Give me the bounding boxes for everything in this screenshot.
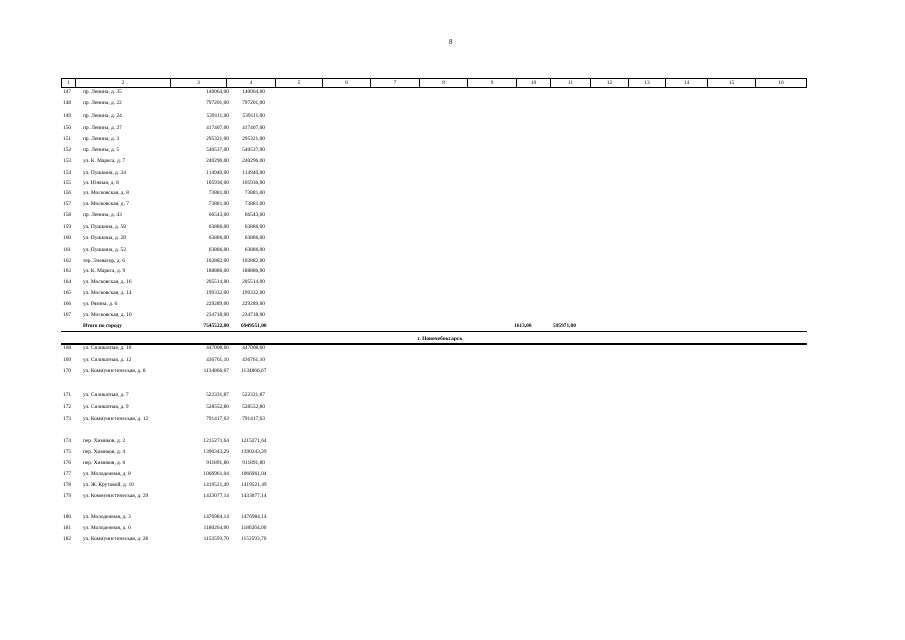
row-address: ул. Московская, д. 10 bbox=[83, 312, 132, 318]
row-col3: 188886,00 bbox=[206, 268, 229, 274]
row-number: 160 bbox=[63, 235, 72, 241]
row-address: ул. Южная, д. 8 bbox=[83, 180, 119, 186]
row-col4: 1134866,67 bbox=[241, 368, 267, 374]
header-col-16: 16 bbox=[755, 79, 807, 87]
header-col-4: 4 bbox=[226, 79, 275, 87]
row-address: ул. Московская, д. 7 bbox=[83, 201, 129, 207]
row-col3: 73881,00 bbox=[208, 201, 229, 207]
header-col-6: 6 bbox=[322, 79, 370, 87]
header-col-3: 3 bbox=[170, 79, 226, 87]
row-address: пр. Ленина, д. 3 bbox=[83, 136, 120, 142]
row-col4: 1476984,14 bbox=[241, 514, 267, 520]
total-col4: 6949551,00 bbox=[241, 323, 267, 329]
row-number: 149 bbox=[63, 113, 72, 119]
row-number: 161 bbox=[63, 247, 72, 253]
row-col3: 911891,80 bbox=[206, 460, 229, 466]
row-col3: 234718,00 bbox=[206, 312, 229, 318]
row-col4: 73881,00 bbox=[244, 201, 265, 207]
row-number: 167 bbox=[63, 312, 72, 318]
total-row-top-rule bbox=[61, 331, 807, 332]
row-col3: 140064,00 bbox=[206, 89, 229, 95]
row-address: ул. Коммунистическая, д. 12 bbox=[83, 416, 149, 422]
row-number: 155 bbox=[63, 180, 72, 186]
row-address: ул. Силикатная, д. 7 bbox=[83, 392, 129, 398]
row-address: тер. Элеватор, д. 6 bbox=[83, 258, 125, 264]
header-col-1: 1 bbox=[61, 79, 75, 87]
table-header-row bbox=[61, 78, 807, 88]
header-col-13: 13 bbox=[628, 79, 665, 87]
header-col-11: 11 bbox=[550, 79, 590, 87]
row-col4: 199332,00 bbox=[242, 290, 265, 296]
row-col3: 539111,00 bbox=[206, 113, 229, 119]
header-col-9: 9 bbox=[467, 79, 516, 87]
row-number: 177 bbox=[63, 471, 72, 477]
row-col4: 240296,00 bbox=[242, 158, 265, 164]
row-address: ул. Ж. Крутовой, д. 10 bbox=[83, 482, 134, 488]
row-number: 179 bbox=[63, 493, 72, 499]
row-col3: 205514,00 bbox=[206, 279, 229, 285]
row-col3: 73881,00 bbox=[208, 190, 229, 196]
header-col-12: 12 bbox=[590, 79, 628, 87]
row-number: 171 bbox=[63, 392, 72, 398]
row-col4: 1180264,00 bbox=[241, 525, 267, 531]
total-col10: 1613,00 bbox=[514, 323, 532, 329]
header-col-5: 5 bbox=[275, 79, 322, 87]
row-col4: 66543,00 bbox=[244, 212, 265, 218]
row-number: 172 bbox=[63, 404, 72, 410]
row-number: 163 bbox=[63, 268, 72, 274]
total-col11: 595971,00 bbox=[553, 323, 576, 329]
row-number: 180 bbox=[63, 514, 72, 520]
row-col3: 1215271,64 bbox=[203, 438, 229, 444]
row-address: ул. Коммунистическая, д. 28 bbox=[83, 536, 149, 542]
row-number: 151 bbox=[63, 136, 72, 142]
row-col3: 105936,00 bbox=[206, 180, 229, 186]
row-address: ул. Коммунистическая, д. 8 bbox=[83, 368, 146, 374]
row-number: 169 bbox=[63, 357, 72, 363]
header-col-7: 7 bbox=[370, 79, 419, 87]
header-col-8: 8 bbox=[419, 79, 467, 87]
row-address: ул. Коммунистическая, д. 29 bbox=[83, 493, 149, 499]
row-col3: 1066961,04 bbox=[203, 471, 229, 477]
header-col-10: 10 bbox=[516, 79, 550, 87]
row-col3: 199332,00 bbox=[206, 290, 229, 296]
row-number: 154 bbox=[63, 170, 72, 176]
row-address: ул. Пушкина, д. 58 bbox=[83, 224, 126, 230]
row-number: 166 bbox=[63, 301, 72, 307]
row-col4: 417407,00 bbox=[242, 125, 265, 131]
row-number: 153 bbox=[63, 158, 72, 164]
row-address: ул. Московская, д. 8 bbox=[83, 190, 129, 196]
row-number: 147 bbox=[63, 89, 72, 95]
row-address: ул. Молодежная, д. 8 bbox=[83, 471, 131, 477]
row-number: 150 bbox=[63, 125, 72, 131]
row-number: 176 bbox=[63, 460, 72, 466]
header-col-15: 15 bbox=[707, 79, 755, 87]
row-col4: 447008,60 bbox=[242, 345, 265, 351]
row-col4: 1419521,49 bbox=[241, 482, 267, 488]
row-col3: 1390343,29 bbox=[203, 449, 229, 455]
row-address: пр. Ленина, д. 27 bbox=[83, 125, 122, 131]
row-address: пр. Ленина, д. 24 bbox=[83, 113, 122, 119]
row-col4: 539111,00 bbox=[242, 113, 265, 119]
row-col4: 105936,00 bbox=[242, 180, 265, 186]
row-address: ул. Молодежная, д. 6 bbox=[83, 525, 131, 531]
row-col3: 447008,60 bbox=[206, 345, 229, 351]
row-address: ул. Силикатная, д. 9 bbox=[83, 404, 129, 410]
city-bottom-rule bbox=[61, 343, 807, 345]
total-col3: 7545522,00 bbox=[203, 323, 229, 329]
row-col4: 229289,00 bbox=[242, 301, 265, 307]
row-address: ул. Рязина, д. 6 bbox=[83, 301, 118, 307]
row-col4: 63886,00 bbox=[244, 235, 265, 241]
row-col3: 1476984,14 bbox=[203, 514, 229, 520]
row-address: пр. Ленина, д. 22 bbox=[83, 100, 122, 106]
row-address: пр. Ленина, д. 5 bbox=[83, 147, 120, 153]
page-number: 8 bbox=[449, 38, 453, 46]
row-number: 173 bbox=[63, 416, 72, 422]
row-col3: 1134866,67 bbox=[203, 368, 229, 374]
row-col4: 1390343,29 bbox=[241, 449, 267, 455]
row-address: пр. Ленина, д. 43 bbox=[83, 212, 122, 218]
row-col3: 102882,00 bbox=[206, 258, 229, 264]
row-col4: 1066961,04 bbox=[241, 471, 267, 477]
row-address: ул. Пушкина, д. 34 bbox=[83, 170, 126, 176]
row-address: ул. Силикатная, д. 10 bbox=[83, 345, 132, 351]
row-col4: 522331,87 bbox=[242, 392, 265, 398]
row-address: ул. Московская, д. 16 bbox=[83, 279, 132, 285]
row-number: 148 bbox=[63, 100, 72, 106]
row-col4: 63886,00 bbox=[244, 247, 265, 253]
row-col3: 63886,00 bbox=[208, 247, 229, 253]
row-col4: 791417,63 bbox=[242, 416, 265, 422]
row-col4: 63886,00 bbox=[244, 224, 265, 230]
header-col-2: 2 bbox=[75, 79, 170, 87]
row-address: ул. Пушкина, д. 52 bbox=[83, 247, 126, 253]
row-address: ул. К. Маркса, д. 7 bbox=[83, 158, 126, 164]
row-address: ул. Пушкина, д. 28 bbox=[83, 235, 126, 241]
row-col3: 63886,00 bbox=[208, 235, 229, 241]
row-number: 156 bbox=[63, 190, 72, 196]
row-col4: 188886,00 bbox=[242, 268, 265, 274]
row-col4: 205514,00 bbox=[242, 279, 265, 285]
row-number: 175 bbox=[63, 449, 72, 455]
row-number: 159 bbox=[63, 224, 72, 230]
total-label: Итого по городу bbox=[83, 323, 122, 329]
row-col3: 528552,80 bbox=[206, 404, 229, 410]
row-col3: 797201,00 bbox=[206, 100, 229, 106]
row-number: 165 bbox=[63, 290, 72, 296]
row-number: 168 bbox=[63, 345, 72, 351]
row-number: 157 bbox=[63, 201, 72, 207]
row-col3: 436761,10 bbox=[206, 357, 229, 363]
row-number: 181 bbox=[63, 525, 72, 531]
row-number: 152 bbox=[63, 147, 72, 153]
row-col4: 540537,00 bbox=[242, 147, 265, 153]
row-number: 170 bbox=[63, 368, 72, 374]
row-address: ул. Молодежная, д. 3 bbox=[83, 514, 131, 520]
row-col3: 66543,00 bbox=[208, 212, 229, 218]
row-address: пер. Химиков, д. 2 bbox=[83, 438, 126, 444]
row-col3: 1153593,70 bbox=[203, 536, 229, 542]
row-col3: 1419521,49 bbox=[203, 482, 229, 488]
row-address: пр. Ленина, д. 35 bbox=[83, 89, 122, 95]
row-col3: 522331,87 bbox=[206, 392, 229, 398]
row-col4: 140064,00 bbox=[242, 89, 265, 95]
row-address: пер. Химиков, д. 4 bbox=[83, 449, 126, 455]
row-col4: 436761,10 bbox=[242, 357, 265, 363]
row-col4: 234718,00 bbox=[242, 312, 265, 318]
row-col4: 295321,00 bbox=[242, 136, 265, 142]
row-col3: 417407,00 bbox=[206, 125, 229, 131]
row-col3: 240296,00 bbox=[206, 158, 229, 164]
row-col3: 791417,63 bbox=[206, 416, 229, 422]
header-col-14: 14 bbox=[665, 79, 707, 87]
row-col4: 911891,80 bbox=[242, 460, 265, 466]
row-address: ул. К. Маркса, д. 9 bbox=[83, 268, 126, 274]
row-number: 158 bbox=[63, 212, 72, 218]
row-col3: 540537,00 bbox=[206, 147, 229, 153]
row-col3: 1433077,14 bbox=[203, 493, 229, 499]
row-number: 174 bbox=[63, 438, 72, 444]
row-col3: 295321,00 bbox=[206, 136, 229, 142]
row-number: 182 bbox=[63, 536, 72, 542]
row-col4: 1153593,70 bbox=[241, 536, 267, 542]
row-address: ул. Московская, д. 14 bbox=[83, 290, 132, 296]
row-col4: 1215271,64 bbox=[241, 438, 267, 444]
row-col3: 63886,00 bbox=[208, 224, 229, 230]
row-col4: 797201,00 bbox=[242, 100, 265, 106]
row-col4: 1433077,14 bbox=[241, 493, 267, 499]
row-col4: 73881,00 bbox=[244, 190, 265, 196]
row-address: ул. Силикатная, д. 12 bbox=[83, 357, 132, 363]
row-number: 178 bbox=[63, 482, 72, 488]
row-number: 164 bbox=[63, 279, 72, 285]
row-number: 162 bbox=[63, 258, 72, 264]
row-col3: 114940,00 bbox=[206, 170, 229, 176]
city-heading: г. Новочебоксарск bbox=[417, 336, 463, 342]
row-col3: 1180264,00 bbox=[203, 525, 229, 531]
row-col4: 102882,00 bbox=[242, 258, 265, 264]
row-col4: 528552,80 bbox=[242, 404, 265, 410]
row-col3: 229289,00 bbox=[206, 301, 229, 307]
row-address: пер. Химиков, д. 6 bbox=[83, 460, 126, 466]
row-col4: 114940,00 bbox=[242, 170, 265, 176]
